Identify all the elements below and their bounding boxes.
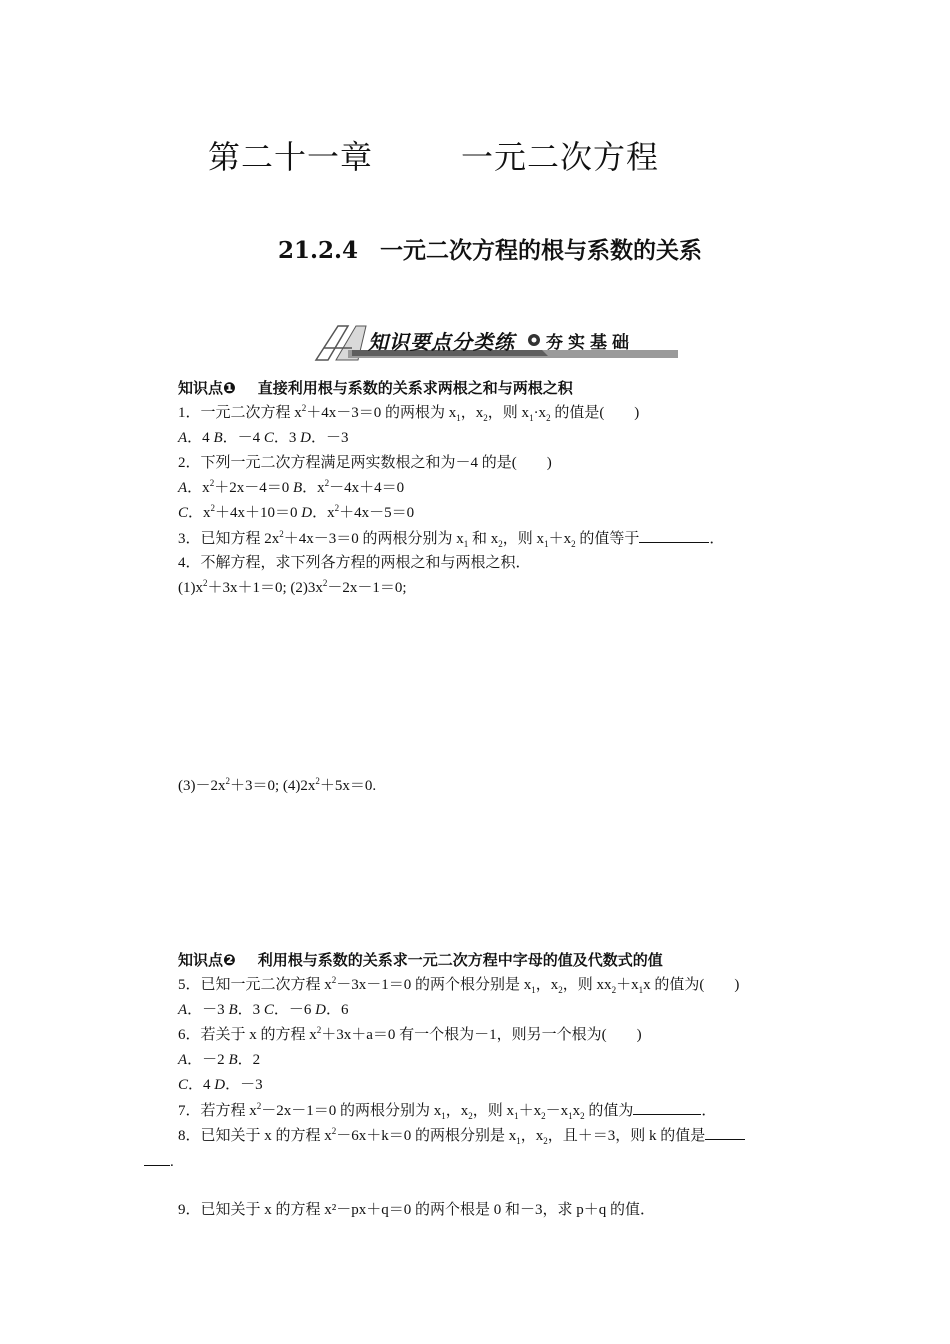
chapter-number: 第二十一章 [208,138,374,176]
question-4-parts-1-2: $(1)x^2+3x+1=0$; $(2)3x^2-2x-1=0$; [178,578,407,596]
section-number: 21.2.4 [278,237,359,264]
question-1: 1．一元二次方程 $x^2+4x-3=0$ 的两根为 $x_1$，$x_2$，则 $x_1\cdot x_2$ 的值是( ) [178,403,640,423]
knowledge-point-2 [178,950,663,970]
question-5-options: A．－3 B．3 C．－6 D．6 [178,1002,349,1018]
section-title [278,232,702,265]
section-name: 一元二次方程的根与系数的关系 [380,237,703,264]
question-8-blank-continued: . [144,1151,174,1172]
chapter-title [208,132,659,178]
question-4: 4．不解方程，求下列各方程的两根之和与两根之积． [178,555,531,571]
question-7: 7．若方程 $x^2-2x-1=0$ 的两根分别为 $x_1$，$x_2$，则 $x_1+x_2-x_1x_2$ 的值为 ． [178,1101,717,1121]
kp2-title: 利用根与系数的关系求一元二次方程中字母的值及代数式的值 [257,951,663,969]
question-9: 9．已知关于 x 的方程 x²－px＋q＝0 的两个根是 0 和－3，求 p＋q 的值． [178,1202,655,1218]
banner-title: 知识要点分类练 [368,330,515,354]
kp1-title: 直接利用根与系数的关系求两根之和与两根之积 [257,379,573,397]
question-6-options-cd: C．4 D．－3 [178,1077,263,1093]
question-4-parts-3-4: $(3)-2x^2+3=0$; $(4)2x^2+5x=0$. [178,776,377,794]
knowledge-point-1 [178,378,573,398]
question-2-options-cd: C．$x^2+4x+10=0$ D．$x^2+4x-5=0$ [178,503,415,521]
section-banner [308,322,680,364]
kp2-label: 知识点❷ [178,951,236,969]
question-2: 2．下列一元二次方程满足两实数根之和为－4 的是( ) [178,455,552,471]
question-6: 6．若关于 x 的方程 $x^2+3x+a=0$ 有一个根为－1，则另一个根为( ) [178,1025,642,1043]
chapter-name: 一元二次方程 [461,138,660,176]
question-6-options-ab: A．－2 B．2 [178,1052,261,1068]
kp1-label: 知识点❶ [178,379,236,397]
question-5: 5．已知一元二次方程 $x^2-3x-1=0$ 的两个根分别是 $x_1$，$x_2$，则 $xx_2+x_1x$ 的值为( ) [178,975,740,995]
banner-subtitle: 夯实基础 [546,333,634,353]
question-1-options: A．4 B．－4 C．3 D．－3 [178,430,349,446]
question-8: 8．已知关于 x 的方程 $x^2-6x+k=0$ 的两根分别是 $x_1$，$x_2$，且＋＝3，则 k 的值是 [178,1125,745,1146]
question-2-options-ab: A．$x^2+2x-4=0$ B．$x^2-4x+4=0$ [178,478,405,496]
question-3: 3．已知方程 $2x^2+4x-3=0$ 的两根分别为 $x_1$ 和 $x_2$，则 $x_1+x_2$ 的值等于 ． [178,529,725,549]
